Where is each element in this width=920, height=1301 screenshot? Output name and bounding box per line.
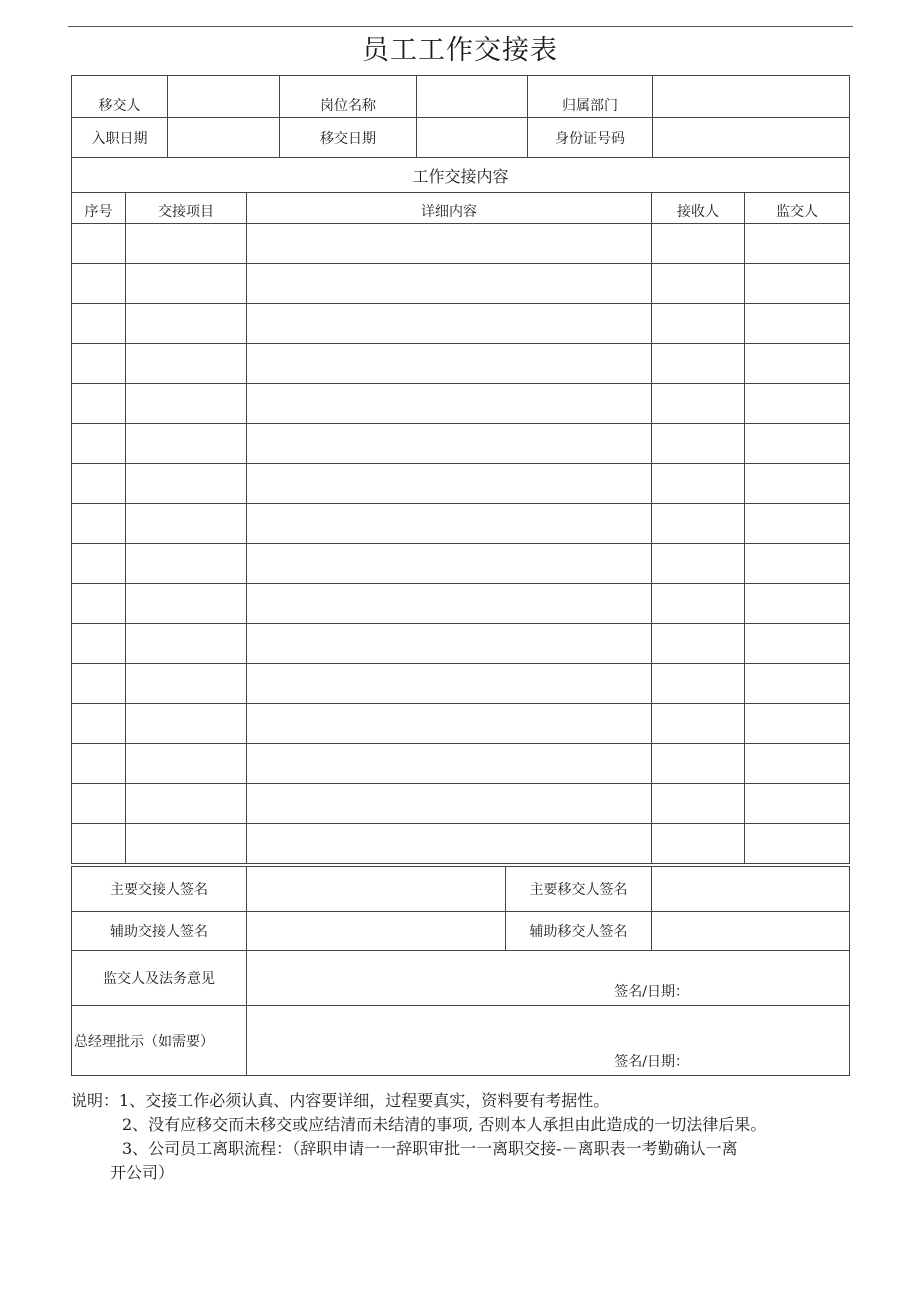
cell-supervisor[interactable]	[745, 464, 850, 504]
cell-receiver[interactable]	[652, 424, 745, 464]
cell-index[interactable]	[72, 264, 126, 304]
cell-supervisor[interactable]	[745, 744, 850, 784]
cell-receiver[interactable]	[652, 744, 745, 784]
page-title: 员工工作交接表	[362, 35, 558, 66]
cell-index[interactable]	[72, 624, 126, 664]
table-row	[72, 424, 850, 464]
cell-index[interactable]	[72, 544, 126, 584]
department-label: 归属部门	[528, 76, 653, 118]
cell-receiver[interactable]	[652, 704, 745, 744]
cell-receiver[interactable]	[652, 344, 745, 384]
cell-receiver[interactable]	[652, 784, 745, 824]
cell-item[interactable]	[126, 704, 247, 744]
main-transferor-label: 主要移交人签名	[506, 867, 652, 912]
cell-detail[interactable]	[247, 784, 652, 824]
id-number-field[interactable]	[653, 118, 850, 158]
cell-item[interactable]	[126, 384, 247, 424]
cell-detail[interactable]	[247, 664, 652, 704]
position-label: 岗位名称	[280, 76, 417, 118]
cell-index[interactable]	[72, 224, 126, 264]
cell-receiver[interactable]	[652, 304, 745, 344]
cell-detail[interactable]	[247, 584, 652, 624]
top-rule	[68, 26, 853, 27]
cell-index[interactable]	[72, 464, 126, 504]
transfer-date-field[interactable]	[417, 118, 528, 158]
cell-supervisor[interactable]	[745, 304, 850, 344]
transferor-field[interactable]	[168, 76, 280, 118]
transferor-label: 移交人	[72, 76, 168, 118]
note-2: 2、没有应移交而未移交或应结清而未结清的事项, 否则本人承担由此造成的一切法律后果。	[122, 1115, 767, 1134]
cell-supervisor[interactable]	[745, 384, 850, 424]
cell-supervisor[interactable]	[745, 824, 850, 864]
main-receiver-field[interactable]	[247, 867, 506, 912]
table-row	[72, 824, 850, 864]
cell-item[interactable]	[126, 304, 247, 344]
cell-detail[interactable]	[247, 384, 652, 424]
supervisor-sign-date-label: 签名/日期：	[614, 984, 689, 1000]
cell-index[interactable]	[72, 424, 126, 464]
cell-item[interactable]	[126, 464, 247, 504]
cell-index[interactable]	[72, 824, 126, 864]
cell-item[interactable]	[126, 784, 247, 824]
table-row	[72, 264, 850, 304]
note-3-cont: 开公司）	[110, 1163, 175, 1182]
table-row	[72, 344, 850, 384]
table-row	[72, 624, 850, 664]
cell-detail[interactable]	[247, 344, 652, 384]
cell-detail[interactable]	[247, 424, 652, 464]
cell-index[interactable]	[72, 504, 126, 544]
gm-label: 总经理批示（如需要）	[72, 1006, 247, 1076]
cell-detail[interactable]	[247, 464, 652, 504]
note-1: 1、交接工作必须认真、内容要详细，过程要真实，资料要有考据性。	[119, 1091, 610, 1110]
hire-date-label: 入职日期	[72, 118, 168, 158]
table-row	[72, 504, 850, 544]
cell-supervisor[interactable]	[745, 704, 850, 744]
position-field[interactable]	[417, 76, 528, 118]
items-table	[71, 157, 850, 864]
cell-index[interactable]	[72, 664, 126, 704]
assist-transferor-field[interactable]	[652, 912, 850, 951]
cell-detail[interactable]	[247, 824, 652, 864]
cell-item[interactable]	[126, 264, 247, 304]
info-table	[71, 75, 850, 158]
supervisor-legal-label: 监交人及法务意见	[72, 951, 247, 1006]
note-3: 3、公司员工离职流程：（辞职申请一一辞职审批一一离职交接-－离职表一考勤确认一离	[122, 1139, 738, 1158]
cell-item[interactable]	[126, 664, 247, 704]
header-item: 交接项目	[126, 193, 247, 224]
cell-item[interactable]	[126, 544, 247, 584]
id-number-label: 身份证号码	[528, 118, 653, 158]
transfer-date-label: 移交日期	[280, 118, 417, 158]
assist-transferor-label: 辅助移交人签名	[506, 912, 652, 951]
cell-supervisor[interactable]	[745, 504, 850, 544]
table-row	[72, 784, 850, 824]
cell-index[interactable]	[72, 304, 126, 344]
cell-detail[interactable]	[247, 224, 652, 264]
cell-supervisor[interactable]	[745, 544, 850, 584]
cell-item[interactable]	[126, 504, 247, 544]
cell-supervisor[interactable]	[745, 224, 850, 264]
table-row	[72, 224, 850, 264]
cell-receiver[interactable]	[652, 264, 745, 304]
gm-sign-date-label: 签名/日期：	[614, 1054, 689, 1070]
cell-supervisor[interactable]	[745, 624, 850, 664]
department-field[interactable]	[653, 76, 850, 118]
cell-supervisor[interactable]	[745, 584, 850, 624]
cell-item[interactable]	[126, 624, 247, 664]
cell-detail[interactable]	[247, 744, 652, 784]
cell-receiver[interactable]	[652, 584, 745, 624]
cell-supervisor[interactable]	[745, 344, 850, 384]
header-index: 序号	[72, 193, 126, 224]
header-supervisor: 监交人	[745, 193, 850, 224]
assist-receiver-field[interactable]	[247, 912, 506, 951]
table-row	[72, 704, 850, 744]
cell-detail[interactable]	[247, 304, 652, 344]
cell-receiver[interactable]	[652, 384, 745, 424]
assist-receiver-label: 辅助交接人签名	[72, 912, 247, 951]
note-line-1	[71, 1089, 871, 1113]
signature-table	[71, 866, 850, 1076]
cell-item[interactable]	[126, 824, 247, 864]
cell-item[interactable]	[126, 744, 247, 784]
cell-supervisor[interactable]	[745, 784, 850, 824]
cell-detail[interactable]	[247, 264, 652, 304]
note-prefix: 说明：	[71, 1091, 120, 1110]
table-row	[72, 664, 850, 704]
header-receiver: 接收人	[652, 193, 745, 224]
cell-supervisor[interactable]	[745, 664, 850, 704]
table-row	[72, 384, 850, 424]
cell-item[interactable]	[126, 584, 247, 624]
cell-item[interactable]	[126, 224, 247, 264]
cell-receiver[interactable]	[652, 544, 745, 584]
cell-detail[interactable]	[247, 624, 652, 664]
cell-receiver[interactable]	[652, 224, 745, 264]
supervisor-legal-field[interactable]	[247, 951, 850, 1006]
cell-detail[interactable]	[247, 704, 652, 744]
table-row	[72, 544, 850, 584]
cell-supervisor[interactable]	[745, 264, 850, 304]
cell-index[interactable]	[72, 784, 126, 824]
cell-item[interactable]	[126, 424, 247, 464]
cell-receiver[interactable]	[652, 504, 745, 544]
cell-item[interactable]	[126, 344, 247, 384]
main-transferor-field[interactable]	[652, 867, 850, 912]
cell-index[interactable]	[72, 584, 126, 624]
gm-field[interactable]	[247, 1006, 850, 1076]
hire-date-field[interactable]	[168, 118, 280, 158]
cell-index[interactable]	[72, 704, 126, 744]
cell-receiver[interactable]	[652, 824, 745, 864]
table-row	[72, 464, 850, 504]
header-detail: 详细内容	[247, 193, 652, 224]
notes	[71, 1089, 871, 1185]
table-row	[72, 744, 850, 784]
main-receiver-label: 主要交接人签名	[72, 867, 247, 912]
table-row	[72, 584, 850, 624]
section-title: 工作交接内容	[72, 158, 850, 193]
cell-receiver[interactable]	[652, 464, 745, 504]
table-row	[72, 304, 850, 344]
cell-receiver[interactable]	[652, 624, 745, 664]
cell-receiver[interactable]	[652, 664, 745, 704]
cell-index[interactable]	[72, 744, 126, 784]
cell-index[interactable]	[72, 344, 126, 384]
cell-detail[interactable]	[247, 504, 652, 544]
cell-index[interactable]	[72, 384, 126, 424]
cell-supervisor[interactable]	[745, 424, 850, 464]
cell-detail[interactable]	[247, 544, 652, 584]
